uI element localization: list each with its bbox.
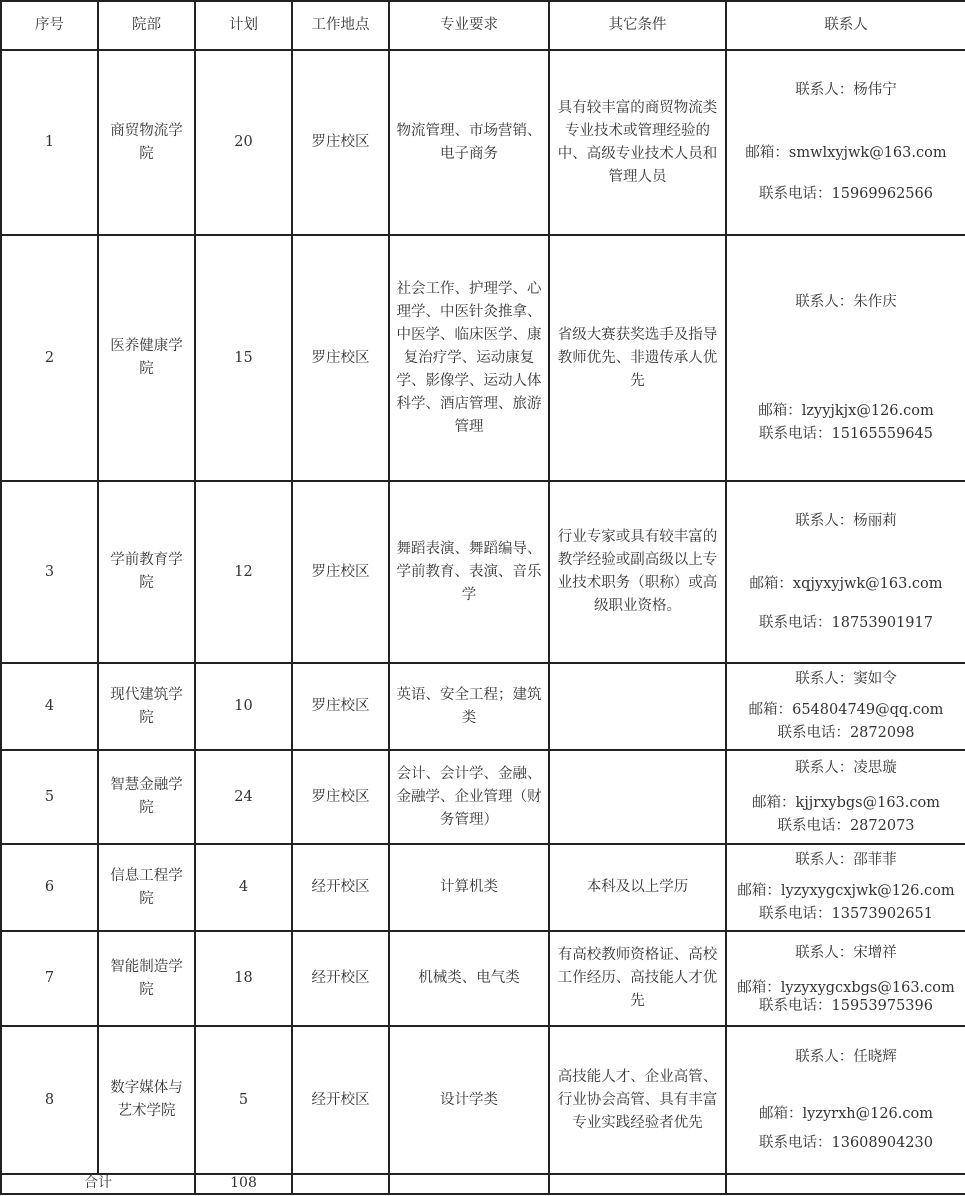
- contact-email: 邮箱：lzyyjkjx@126.com: [758, 402, 934, 419]
- table-row: [1, 931, 965, 1026]
- contact-name: 联系人：宋增祥: [795, 945, 897, 961]
- dept-text: 商贸物流学院: [110, 122, 183, 162]
- row-conditions: [549, 844, 726, 931]
- contact-phone: 联系电话：2872073: [777, 817, 915, 834]
- contact-name: 联系人：杨丽莉: [795, 512, 897, 529]
- contact-phone: 联系电话：13573902651: [759, 906, 933, 922]
- header-conditions: 其它条件: [549, 1, 726, 50]
- row-major: [389, 235, 549, 481]
- row-conditions: [549, 931, 726, 1026]
- row-contact: [726, 844, 965, 931]
- row-dept: [98, 50, 195, 235]
- dept-text: 数字媒体与艺术学院: [110, 1080, 183, 1119]
- major-text: 设计学类: [440, 1091, 498, 1108]
- contact-email: 邮箱：654804749@qq.com: [748, 702, 944, 718]
- row-location: 罗庄校区: [292, 750, 389, 844]
- header-dept: 院部: [98, 1, 195, 50]
- contact-phone: 联系电话：15953975396: [759, 998, 933, 1014]
- table-row: [1, 1026, 965, 1174]
- contact-phone: 联系电话：2872098: [777, 725, 915, 741]
- row-no: 7: [1, 931, 98, 1026]
- major-text: 机械类、电气类: [418, 970, 520, 986]
- major-text: 物流管理、市场营销、电子商务: [396, 122, 542, 162]
- contact-email: 邮箱：lyzyxygcxbgs@163.com: [737, 980, 955, 996]
- contact-phone: 联系电话：18753901917: [759, 614, 933, 631]
- row-dept: [98, 1026, 195, 1174]
- major-text: 社会工作、护理学、心理学、中医针灸推拿、中医学、临床医学、康复治疗学、运动康复学、影像学、运动人体科学、酒店管理、旅游管理: [396, 280, 542, 435]
- row-contact: [726, 663, 965, 750]
- row-major: [389, 663, 549, 750]
- table-row: [1, 750, 965, 844]
- row-contact: [726, 481, 965, 663]
- contact-email: 邮箱：smwlxyjwk@163.com: [745, 145, 947, 161]
- dept-text: 学前教育学院: [110, 552, 183, 591]
- row-location: 罗庄校区: [292, 50, 389, 235]
- conditions-text: 行业专家或具有较丰富的教学经验或副高级以上专业技术职务（职称）或高级职业资格。: [557, 529, 718, 614]
- total-empty-cell: [389, 1174, 549, 1194]
- contact-name: 联系人：凌思璇: [795, 759, 897, 776]
- table-header-row: [1, 1, 965, 50]
- row-conditions: [549, 235, 726, 481]
- row-no: 1: [1, 50, 98, 235]
- total-value: 108: [195, 1174, 292, 1194]
- conditions-text: 有高校教师资格证、高校工作经历、高技能人才优先: [557, 947, 718, 1009]
- table-row: [1, 235, 965, 481]
- header-plan: 计划: [195, 1, 292, 50]
- row-contact: [726, 50, 965, 235]
- total-empty-cell: [292, 1174, 389, 1194]
- row-plan: 24: [195, 750, 292, 844]
- conditions-text: 高技能人才、企业高管、行业协会高管、具有丰富专业实践经验者优先: [557, 1068, 718, 1131]
- dept-text: 医养健康学院: [110, 338, 183, 377]
- total-empty-cell: [726, 1174, 965, 1194]
- total-row: [1, 1174, 965, 1194]
- row-no: 5: [1, 750, 98, 844]
- row-no: 3: [1, 481, 98, 663]
- header-no: 序号: [1, 1, 98, 50]
- row-no: 8: [1, 1026, 98, 1174]
- row-plan: 4: [195, 844, 292, 931]
- major-text: 英语、安全工程；建筑类: [396, 686, 542, 726]
- table-row: [1, 50, 965, 235]
- row-location: 罗庄校区: [292, 481, 389, 663]
- dept-text: 智慧金融学院: [110, 777, 183, 816]
- major-text: 舞蹈表演、舞蹈编导、学前教育、表演、音乐学: [396, 540, 542, 603]
- header-major: 专业要求: [389, 1, 549, 50]
- row-dept: [98, 844, 195, 931]
- row-plan: 5: [195, 1026, 292, 1174]
- contact-name: 联系人：杨伟宁: [795, 82, 897, 98]
- row-contact: [726, 931, 965, 1026]
- total-label: 合计: [1, 1174, 195, 1194]
- row-dept: [98, 663, 195, 750]
- row-plan: 12: [195, 481, 292, 663]
- row-no: 4: [1, 663, 98, 750]
- contact-email: 邮箱：xqjyxyjwk@163.com: [749, 575, 943, 592]
- row-dept: [98, 481, 195, 663]
- row-no: 6: [1, 844, 98, 931]
- row-conditions: [549, 750, 726, 844]
- contact-phone: 联系电话：15969962566: [759, 186, 933, 202]
- major-text: 计算机类: [440, 879, 498, 895]
- row-major: [389, 844, 549, 931]
- conditions-text: 本科及以上学历: [586, 879, 689, 895]
- row-conditions: [549, 663, 726, 750]
- row-plan: 10: [195, 663, 292, 750]
- row-dept: [98, 750, 195, 844]
- row-dept: [98, 235, 195, 481]
- row-plan: 20: [195, 50, 292, 235]
- row-major: [389, 481, 549, 663]
- row-no: 2: [1, 235, 98, 481]
- contact-name: 联系人：窦如令: [795, 671, 897, 687]
- row-location: 经开校区: [292, 844, 389, 931]
- row-major: [389, 1026, 549, 1174]
- row-major: [389, 750, 549, 844]
- major-text: 会计、会计学、金融、金融学、企业管理（财务管理）: [396, 765, 542, 828]
- row-location: 经开校区: [292, 931, 389, 1026]
- contact-phone: 联系电话：15165559645: [759, 425, 933, 442]
- dept-text: 现代建筑学院: [110, 686, 183, 726]
- row-conditions: [549, 1026, 726, 1174]
- row-location: 罗庄校区: [292, 663, 389, 750]
- contact-name: 联系人：朱作庆: [795, 293, 897, 310]
- row-conditions: [549, 50, 726, 235]
- dept-text: 信息工程学院: [110, 867, 183, 907]
- row-contact: [726, 235, 965, 481]
- table-row: [1, 481, 965, 663]
- row-plan: 18: [195, 931, 292, 1026]
- dept-text: 智能制造学院: [110, 958, 183, 998]
- conditions-text: 具有较丰富的商贸物流类专业技术或管理经验的中、高级专业技术人员和管理人员: [557, 99, 718, 185]
- row-contact: [726, 1026, 965, 1174]
- header-location: 工作地点: [292, 1, 389, 50]
- row-dept: [98, 931, 195, 1026]
- contact-email: 邮箱：lyzyxygcxjwk@126.com: [737, 883, 955, 899]
- row-major: [389, 931, 549, 1026]
- contact-name: 联系人：任晓辉: [795, 1048, 897, 1065]
- row-location: 罗庄校区: [292, 235, 389, 481]
- contact-email: 邮箱：lyzyrxh@126.com: [759, 1105, 933, 1122]
- total-empty-cell: [549, 1174, 726, 1194]
- header-contact: 联系人: [726, 1, 965, 50]
- row-plan: 15: [195, 235, 292, 481]
- table-row: [1, 844, 965, 931]
- conditions-text: 省级大赛获奖选手及指导教师优先、非遗传承人优先: [557, 326, 718, 389]
- row-contact: [726, 750, 965, 844]
- row-conditions: [549, 481, 726, 663]
- contact-name: 联系人：邵菲菲: [795, 852, 897, 868]
- table-row: [1, 663, 965, 750]
- row-major: [389, 50, 549, 235]
- contact-phone: 联系电话：13608904230: [759, 1134, 933, 1151]
- row-location: 经开校区: [292, 1026, 389, 1174]
- contact-email: 邮箱：kjjrxybgs@163.com: [752, 794, 940, 811]
